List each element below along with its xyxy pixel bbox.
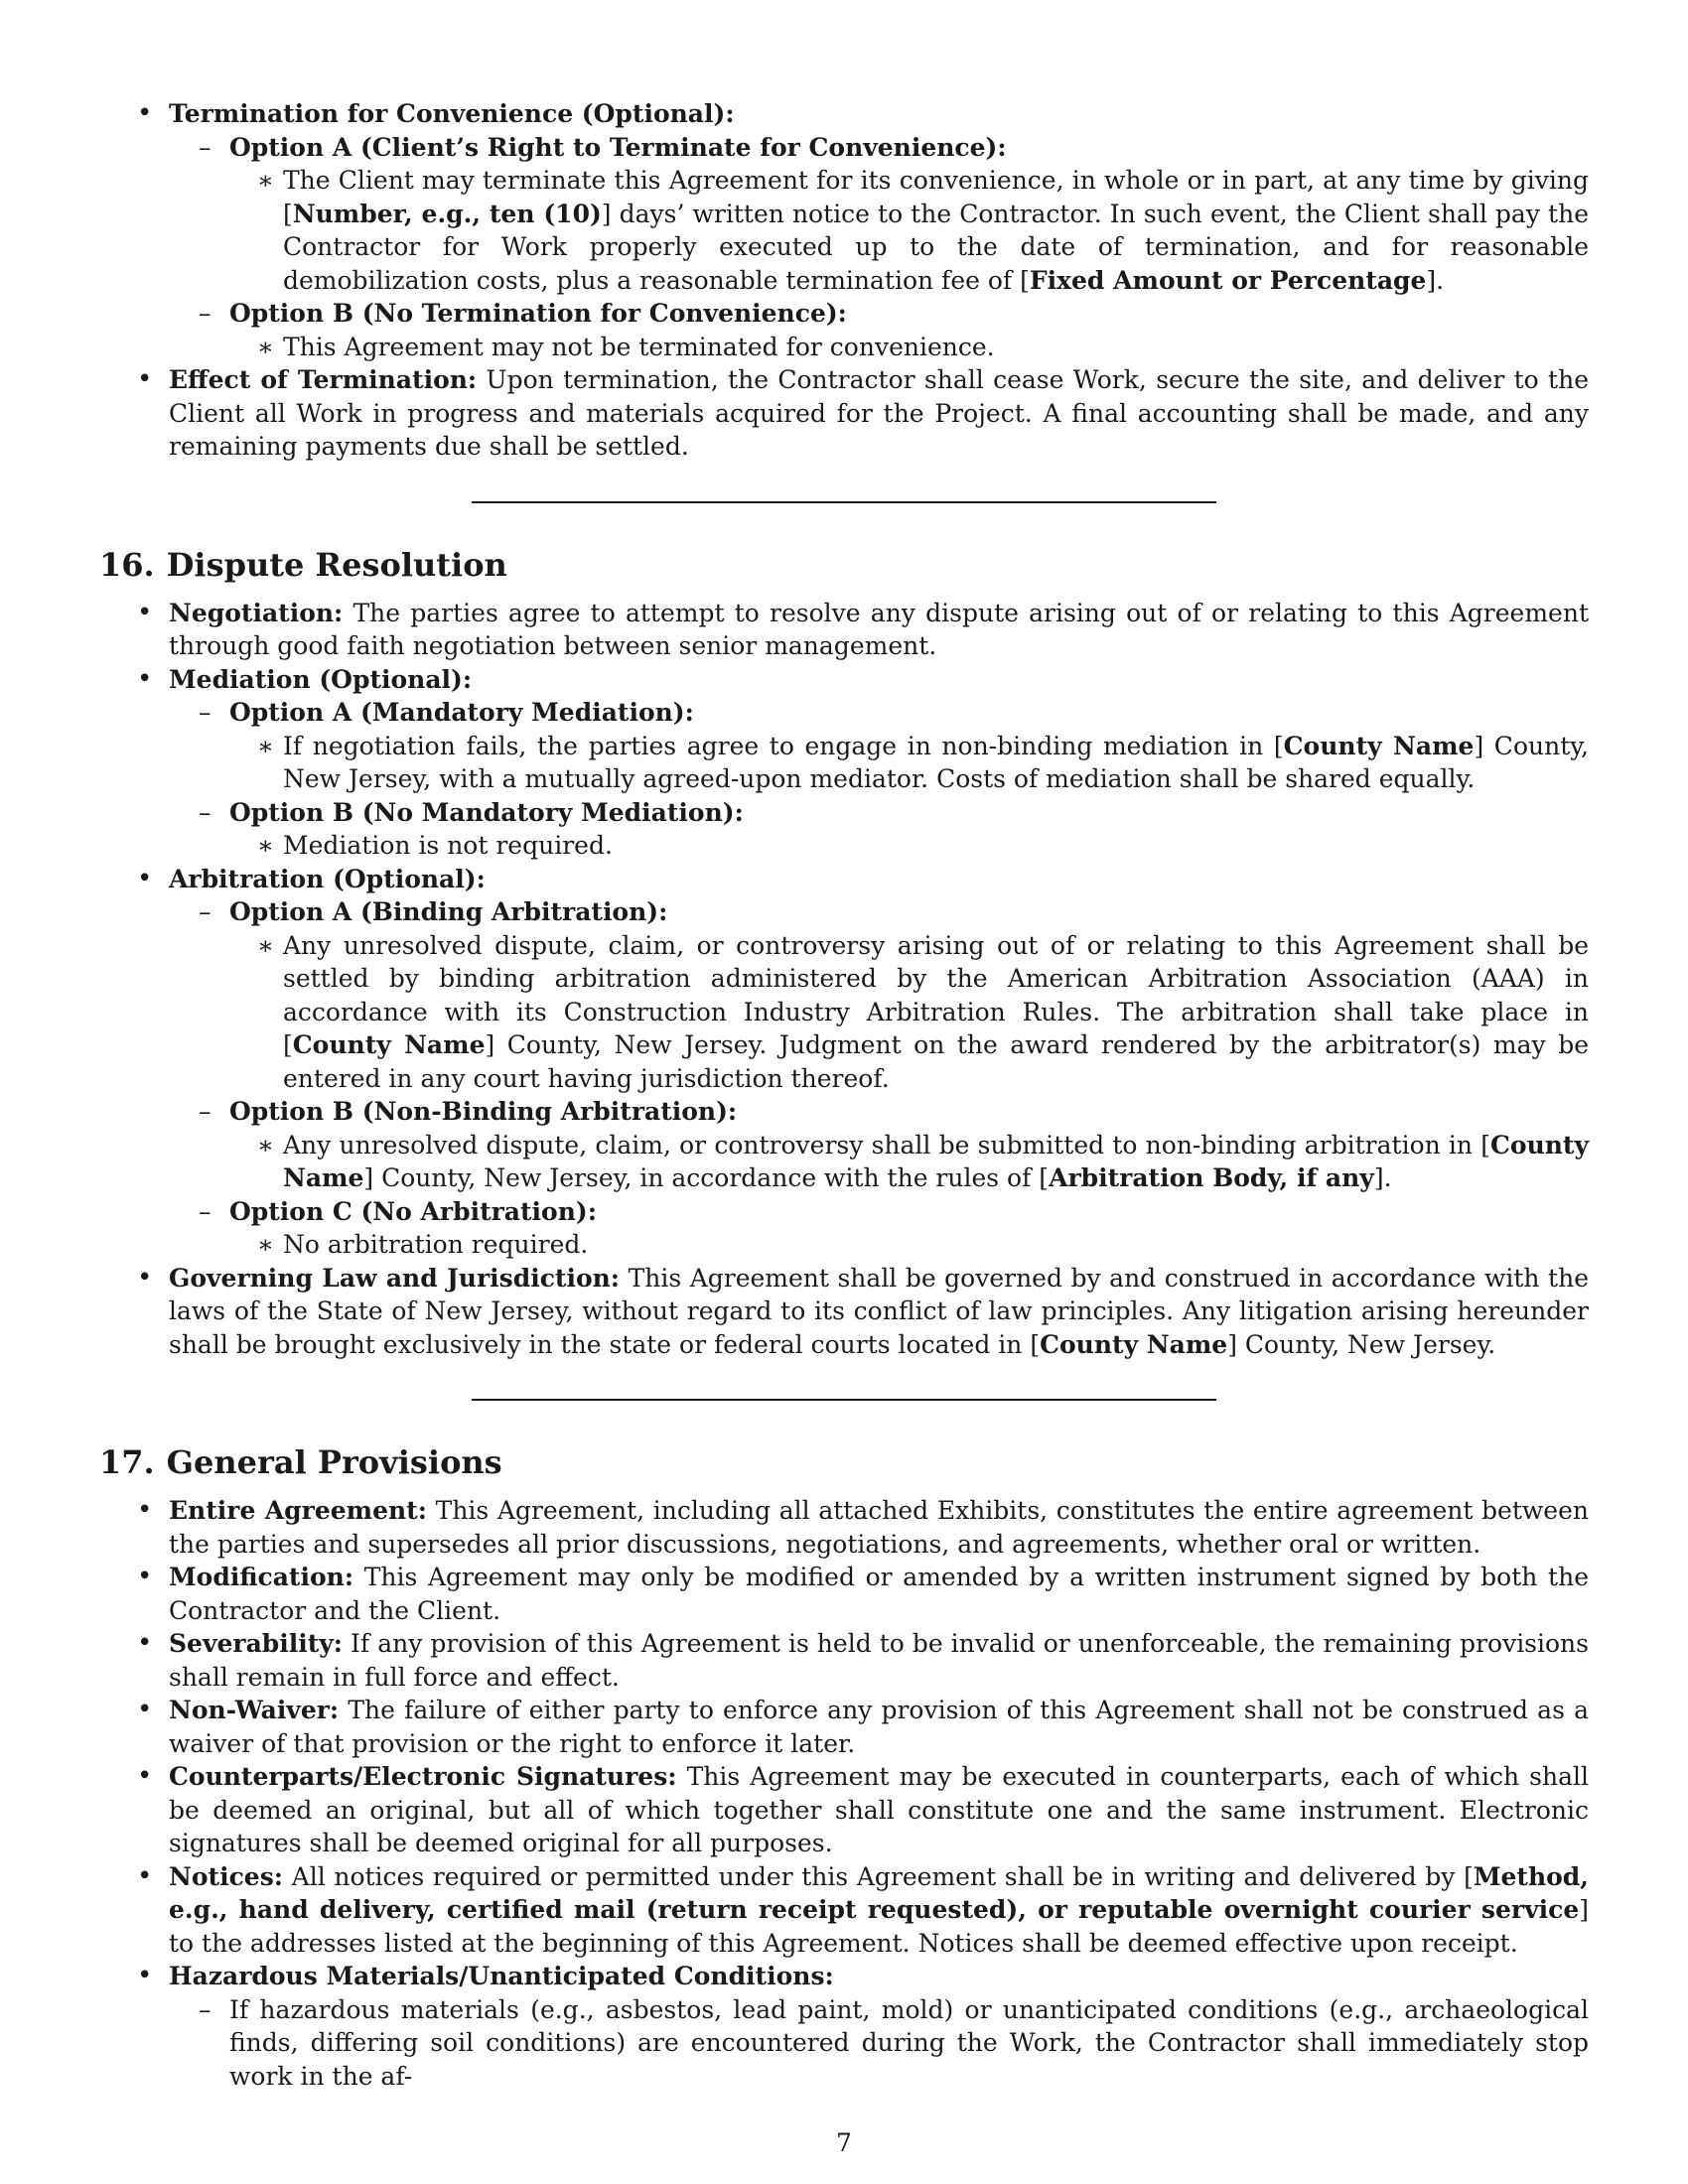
text: ] County, New Jersey. bbox=[1227, 1329, 1496, 1359]
list-item bbox=[99, 1561, 1589, 1627]
list-item bbox=[99, 663, 1589, 863]
option-label: Option A (Mandatory Mediation): bbox=[229, 698, 694, 727]
sub-item: – If hazardous materials (e.g., asbestos, lead paint, mold) or unanticipated conditions (e.g., archaeological finds, differing soil conditions) are encountered during the Work, the Contractor shall immediately stop work in the af- bbox=[169, 1993, 1589, 2094]
text: ] days’ written notice to the Contractor. In such event, the Client shall pay the Contractor for Work properly executed up to the date of termination, and for reasonable demobilization costs, plus a reasonable termination fee of [ bbox=[283, 199, 1589, 295]
text: The failure of either party to enforce any provision of this Agreement shall not be construed as a waiver of that provision or the right to enforce it later. bbox=[169, 1696, 1589, 1758]
section-title: General Provisions bbox=[166, 1443, 502, 1481]
text: This Agreement, including all attached Exhibits, constitutes the entire agreement between the parties and supersedes all prior discussions, negotiations, and agreements, whether oral or written. bbox=[169, 1496, 1589, 1559]
option-label: Option B (Non-Binding Arbitration): bbox=[229, 1097, 738, 1126]
sub-item bbox=[169, 131, 1589, 298]
option-label: Option A (Client’s Right to Terminate for Convenience): bbox=[229, 132, 1007, 162]
sub-sub-item: ∗ Mediation is not required. bbox=[229, 829, 1589, 863]
section-title: Dispute Resolution bbox=[166, 545, 507, 584]
section-heading bbox=[99, 1440, 1589, 1484]
text: The parties agree to attempt to resolve any dispute arising out of or relating to this Agreement through good faith negotiation between senior management. bbox=[169, 598, 1589, 660]
sub-sub-item bbox=[229, 730, 1589, 796]
sub-item bbox=[169, 1095, 1589, 1195]
option-label: Option B (No Mandatory Mediation): bbox=[229, 797, 744, 827]
sub-list bbox=[169, 895, 1589, 1262]
text: ]. bbox=[1426, 265, 1445, 295]
list-item bbox=[99, 1262, 1589, 1362]
sub-sub-list bbox=[229, 1228, 1589, 1262]
sub-item bbox=[169, 1195, 1589, 1262]
sub-item bbox=[169, 696, 1589, 796]
list-item bbox=[99, 863, 1589, 1262]
placeholder-text: Number, e.g., ten (10) bbox=[292, 199, 602, 228]
text: This Agreement may be executed in counterparts, each of which shall be deemed an original, but all of which together shall constitute one and the same instrument. Electronic signatures shall be deemed original for all purposes. bbox=[169, 1762, 1589, 1857]
page-content bbox=[99, 97, 1589, 2093]
placeholder-text: County Name bbox=[292, 1030, 486, 1059]
sub-sub-item: ∗ No arbitration required. bbox=[229, 1228, 1589, 1262]
item-label: Hazardous Materials/Unanticipated Conditions: bbox=[169, 1962, 834, 1990]
text: If negotiation fails, the parties agree to engage in non-binding mediation in [ bbox=[283, 731, 1284, 760]
sub-sub-item bbox=[229, 929, 1589, 1096]
list-item bbox=[99, 1960, 1589, 2093]
list-item bbox=[99, 1694, 1589, 1760]
item-label: Negotiation: bbox=[169, 598, 344, 627]
item-label: Termination for Convenience (Optional): bbox=[169, 99, 735, 128]
placeholder-text: County Name bbox=[283, 1130, 1589, 1192]
placeholder-text: County Name bbox=[1040, 1329, 1228, 1359]
placeholder-text: Method, e.g., hand delivery, certified mail (return receipt requested), or reputable overnight courier service bbox=[169, 1861, 1589, 1924]
sub-sub-item bbox=[229, 164, 1589, 297]
item-label: Governing Law and Jurisdiction: bbox=[169, 1263, 621, 1293]
section-number: 17. bbox=[99, 1443, 155, 1481]
list-item bbox=[99, 1860, 1589, 1961]
sub-sub-list bbox=[229, 164, 1589, 297]
sub-sub-list bbox=[229, 929, 1589, 1096]
placeholder-text: County Name bbox=[1283, 731, 1475, 760]
item-label: Modification: bbox=[169, 1563, 354, 1591]
termination-list bbox=[99, 97, 1589, 464]
sub-list bbox=[169, 696, 1589, 863]
option-label: Option A (Binding Arbitration): bbox=[229, 897, 668, 926]
section-divider bbox=[472, 1399, 1216, 1401]
text: ] County, New Jersey, with a mutually agreed-upon mediator. Costs of mediation shall be shared equally. bbox=[283, 731, 1589, 793]
option-label: Option B (No Termination for Convenience): bbox=[229, 299, 847, 328]
item-label: Mediation (Optional): bbox=[169, 664, 473, 694]
item-label: Effect of Termination: bbox=[169, 365, 478, 394]
list-item bbox=[99, 1494, 1589, 1561]
placeholder-text: Arbitration Body, if any bbox=[1049, 1163, 1374, 1192]
sub-sub-list bbox=[229, 829, 1589, 863]
text: ]. bbox=[1373, 1163, 1392, 1192]
option-label: Option C (No Arbitration): bbox=[229, 1196, 597, 1226]
sub-sub-item bbox=[229, 1129, 1589, 1195]
text: All notices required or permitted under this Agreement shall be in writing and delivered by [ bbox=[283, 1861, 1474, 1891]
text: This Agreement shall be governed by and construed in accordance with the laws of the State of New Jersey, without regard to its conflict of law principles. Any litigation arising hereunder shall be brought exclusively in the state or federal courts located in [ bbox=[169, 1263, 1589, 1359]
sub-list bbox=[169, 131, 1589, 364]
text: If any provision of this Agreement is held to be invalid or unenforceable, the remaining provisions shall remain in full force and effect. bbox=[169, 1629, 1589, 1692]
list-item bbox=[99, 97, 1589, 363]
dispute-list bbox=[99, 597, 1589, 1362]
sub-sub-list bbox=[229, 331, 1589, 364]
sub-item bbox=[169, 895, 1589, 1095]
list-item bbox=[99, 363, 1589, 464]
text: ] to the addresses listed at the beginning of this Agreement. Notices shall be deemed effective upon receipt. bbox=[169, 1895, 1589, 1958]
general-provisions-list bbox=[99, 1494, 1589, 2093]
sub-sub-list bbox=[229, 730, 1589, 796]
sub-list bbox=[169, 1993, 1589, 2094]
sub-sub-item: ∗ This Agreement may not be terminated for convenience. bbox=[229, 331, 1589, 364]
text: Any unresolved dispute, claim, or controversy arising out of or relating to this Agreement shall be settled by binding arbitration administered by the American Arbitration Association (AAA) in accordance with its Construction Industry Arbitration Rules. The arbitration shall take place in [ bbox=[283, 930, 1589, 1059]
page-number: 7 bbox=[836, 2128, 852, 2157]
text: Any unresolved dispute, claim, or controversy shall be submitted to non-binding arbitration in [ bbox=[283, 1130, 1490, 1160]
list-item bbox=[99, 1760, 1589, 1860]
text: ] County, New Jersey, in accordance with the rules of [ bbox=[363, 1163, 1050, 1192]
item-label: Notices: bbox=[169, 1861, 284, 1891]
sub-item bbox=[169, 796, 1589, 863]
text: Upon termination, the Contractor shall cease Work, secure the site, and deliver to the Client all Work in progress and materials acquired for the Project. A final accounting shall be made, and any remaining payments due shall be settled. bbox=[169, 365, 1590, 461]
item-label: Severability: bbox=[169, 1629, 344, 1658]
text: This Agreement may only be modified or amended by a written instrument signed by both the Contractor and the Client. bbox=[169, 1563, 1589, 1625]
text: The Client may terminate this Agreement for its convenience, in whole or in part, at any time by giving [ bbox=[283, 166, 1589, 228]
sub-sub-list bbox=[229, 1129, 1589, 1195]
text: ] County, New Jersey. Judgment on the award rendered by the arbitrator(s) may be entered in any court having jurisdiction thereof. bbox=[283, 1030, 1589, 1093]
sub-item bbox=[169, 297, 1589, 363]
item-label: Entire Agreement: bbox=[169, 1496, 427, 1525]
list-item bbox=[99, 597, 1589, 663]
list-item bbox=[99, 1627, 1589, 1694]
item-label: Arbitration (Optional): bbox=[169, 864, 486, 893]
item-label: Counterparts/Electronic Signatures: bbox=[169, 1762, 677, 1791]
placeholder-text: Fixed Amount or Percentage bbox=[1029, 265, 1427, 295]
section-divider bbox=[472, 501, 1216, 503]
section-heading bbox=[99, 543, 1589, 587]
section-number: 16. bbox=[99, 545, 155, 584]
item-label: Non-Waiver: bbox=[169, 1696, 340, 1724]
